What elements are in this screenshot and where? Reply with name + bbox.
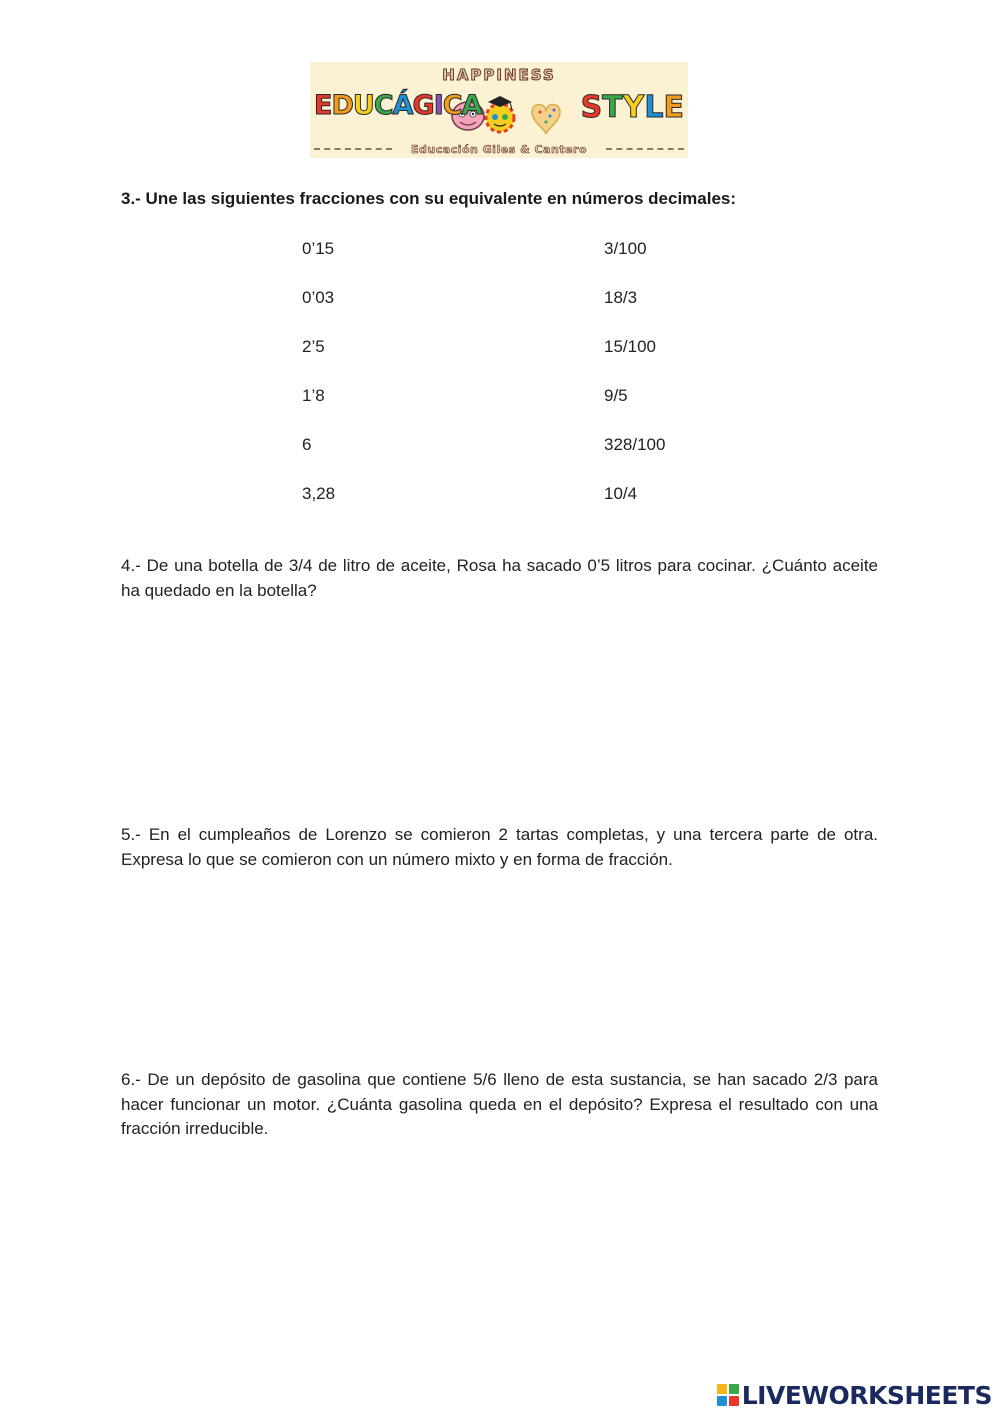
decimal-item[interactable]: 1’8	[302, 386, 325, 405]
question-3-title: 3.- Une las siguientes fracciones con su equivalente en números decimales:	[121, 189, 737, 208]
decimal-item[interactable]: 3,28	[302, 484, 336, 503]
decimal-item[interactable]: 0’03	[302, 288, 335, 307]
decimal-item[interactable]: 2’5	[302, 337, 325, 356]
fraction-item[interactable]: 15/100	[604, 337, 656, 356]
logo-right-text: STYLE	[580, 90, 684, 125]
logo-left-text: EDUCÁGICA	[314, 90, 482, 121]
decimal-item[interactable]: 6	[302, 435, 312, 454]
fraction-item[interactable]: 18/3	[604, 288, 638, 307]
logo-bottom-text: Educación Giles & Cantero	[410, 143, 588, 156]
heart-icon	[532, 105, 560, 135]
question-4-text: 4.- De una botella de 3/4 de litro de aceite, Rosa ha sacado 0’5 litros para cocinar. ¿Cuánto aceite ha quedado en la botella?	[121, 556, 878, 600]
fraction-item[interactable]: 10/4	[604, 484, 638, 503]
logo-top-text: HAPPINESS	[442, 66, 556, 84]
liveworksheets-brand-text: LIVEWORKSHEETS	[741, 1380, 992, 1410]
question-6-text: 6.- De un depósito de gasolina que contiene 5/6 lleno de esta sustancia, se han sacado 2/3 para hacer funcionar un motor. ¿Cuánta gasolina queda en el depósito? Expresa el resultado con una fracción irreducible.	[121, 1070, 878, 1138]
decimal-item[interactable]: 0’15	[302, 239, 335, 258]
question-5-text: 5.- En el cumpleaños de Lorenzo se comieron 2 tartas completas, y una tercera parte de otra. Expresa lo que se comieron con un número mixto y en forma de fracción.	[121, 825, 878, 869]
fraction-item[interactable]: 9/5	[604, 386, 628, 405]
logo-banner	[310, 62, 688, 158]
fraction-item[interactable]: 3/100	[604, 239, 647, 258]
graduate-face-icon	[486, 96, 514, 132]
liveworksheets-logo-icon	[717, 1384, 739, 1406]
fraction-item[interactable]: 328/100	[604, 435, 666, 454]
logo-divider-right	[606, 148, 684, 150]
liveworksheets-brand[interactable]	[717, 1378, 992, 1412]
